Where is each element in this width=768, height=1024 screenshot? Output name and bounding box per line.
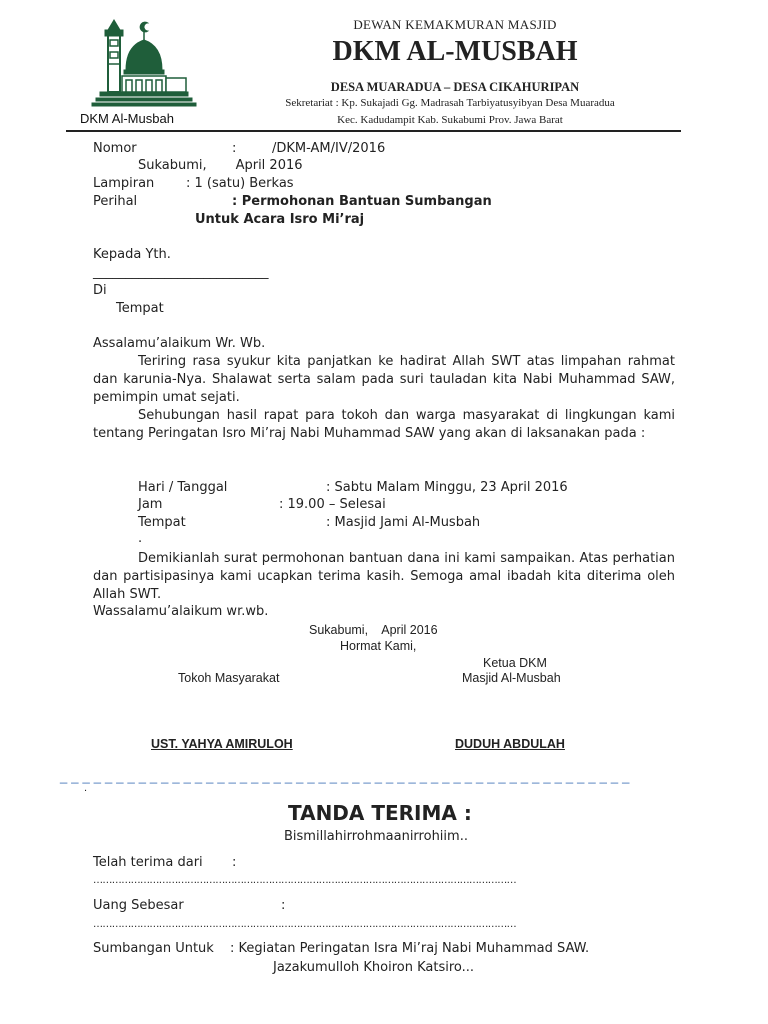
stray-dot: . <box>138 531 143 546</box>
amount-label: Uang Sebesar <box>93 898 184 913</box>
hormat-kami: Hormat Kami, <box>340 639 417 653</box>
paragraph-3: Demikianlah surat permohonan bantuan dana ini kami sampaikan. Atas perhatian dan partisipasinya kami ucapkan terima kasih. Semoga amal ibadah kita diterima oleh Allah SWT. <box>93 551 675 602</box>
tokoh-name: UST. YAHYA AMIRULOH <box>151 737 293 751</box>
council-name: DEWAN KEMAKMURAN MASJID <box>353 17 557 32</box>
nomor-label: Nomor <box>93 141 137 156</box>
from-dots: ……………………………………………………………………………………………………………………… <box>93 875 517 886</box>
salam: Assalamu’alaikum Wr. Wb. <box>93 336 266 351</box>
lampiran-value: : 1 (satu) Berkas <box>186 176 294 191</box>
kepada: Kepada Yth. <box>93 247 171 262</box>
amount-dots: ……………………………………………………………………………………………………………………… <box>93 919 517 930</box>
wassalam: Wassalamu’alaikum wr.wb. <box>93 604 269 619</box>
ketua-title-2: Masjid Al-Musbah <box>462 671 561 685</box>
logo-caption: DKM Al-Musbah <box>80 111 174 126</box>
mosque-icon <box>86 16 202 112</box>
jam-label: Jam <box>138 497 163 512</box>
nomor-value: /DKM-AM/IV/2016 <box>272 141 386 156</box>
tempat: Tempat <box>116 301 164 316</box>
amount-sep: : <box>281 898 286 913</box>
perihal-label: Perihal <box>93 194 138 209</box>
lampiran-label: Lampiran <box>93 176 155 191</box>
jam-value: : 19.00 – Selesai <box>279 497 386 512</box>
letter-date: Sukabumi, April 2016 <box>138 158 303 173</box>
address-line-2: Kec. Kadudampit Kab. Sukabumi Prov. Jawa Barat <box>337 114 563 126</box>
ketua-name: DUDUH ABDULAH <box>455 737 565 751</box>
from-sep: : <box>232 855 237 870</box>
ketua-title-1: Ketua DKM <box>483 656 547 670</box>
nomor-sep: : <box>232 141 237 156</box>
bismillah: Bismillahirrohmaanirrohiim.. <box>284 829 468 844</box>
tokoh-title: Tokoh Masyarakat <box>178 671 280 685</box>
paragraph-2: Sehubungan hasil rapat para tokoh dan warga masyarakat di lingkungan kami tentang Peringatan Isro Mi’raj Nabi Muhammad SAW yang akan di laksanakan pada : <box>93 408 675 441</box>
mosque-logo <box>86 16 202 112</box>
header-divider <box>66 130 681 132</box>
paragraph-1: Teriring rasa syukur kita panjatkan ke hadirat Allah SWT atas limpahan rahmat dan karunia-Nya. Shalawat serta salam pada suri tauladan kita Nabi Muhammad SAW, pemimpin umat sejati. <box>93 354 675 405</box>
closing: Jazakumulloh Khoiron Katsiro... <box>273 960 475 975</box>
hari-label: Hari / Tanggal <box>138 480 228 495</box>
sign-place-date: Sukabumi, April 2016 <box>309 623 438 637</box>
di: Di <box>93 283 107 298</box>
org-name: DKM AL-MUSBAH <box>332 36 578 67</box>
perihal-value-2: Untuk Acara Isro Mi’raj <box>195 212 365 227</box>
address-line-1: Sekretariat : Kp. Sukajadi Gg. Madrasah Tarbiyatusyibyan Desa Muaradua <box>285 97 615 109</box>
hari-value: : Sabtu Malam Minggu, 23 April 2016 <box>326 480 568 495</box>
perihal-value-1: : Permohonan Bantuan Sumbangan <box>232 194 492 209</box>
villages: DESA MUARADUA – DESA CIKAHURIPAN <box>330 80 580 94</box>
cut-dot: . <box>84 782 88 794</box>
receipt-title: TANDA TERIMA : <box>288 801 472 825</box>
recipient-blank: ___________________________ <box>93 265 269 280</box>
from-label: Telah terima dari <box>93 855 203 870</box>
event-tempat-value: : Masjid Jami Al-Musbah <box>326 515 481 530</box>
purpose-value: : Kegiatan Peringatan Isra Mi’raj Nabi Muhammad SAW. <box>230 941 590 956</box>
cut-line: _ _ _ _ _ _ _ _ _ _ _ _ _ _ _ _ _ _ _ _ _ _ _ _ _ _ _ _ _ _ _ _ _ _ _ _ _ _ _ _ _ _ _ _ _ _ _ _ _ _ _ <box>60 769 630 784</box>
event-tempat-label: Tempat <box>138 515 186 530</box>
purpose-label: Sumbangan Untuk <box>93 941 214 956</box>
